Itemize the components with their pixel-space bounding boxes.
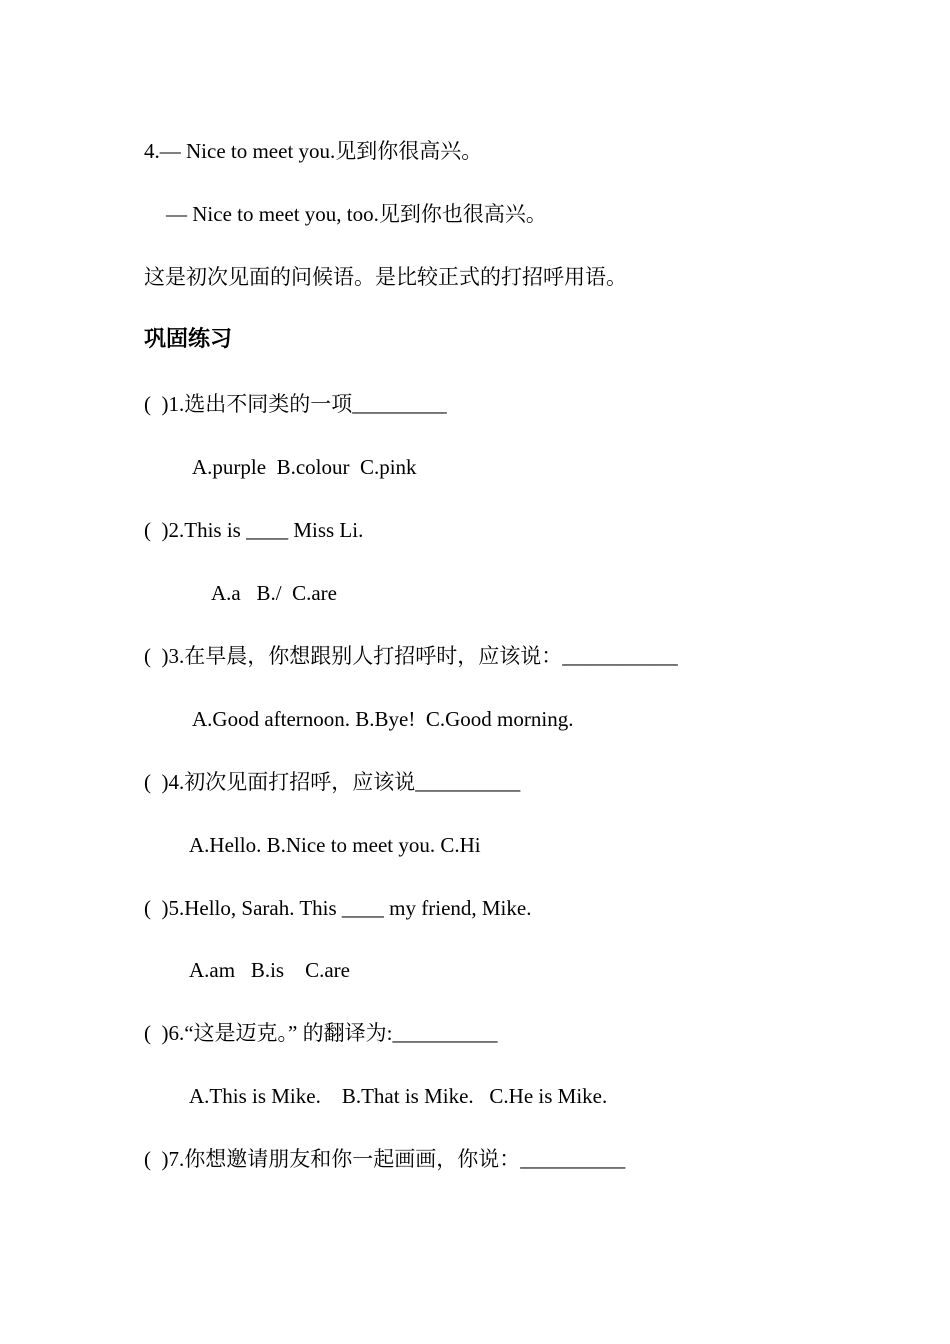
dialogue-line-1: 4.— Nice to meet you.见到你很高兴。 — [144, 139, 483, 163]
question-5-options: A.am B.is C.are — [189, 958, 350, 982]
question-2-stem: ( )2.This is ____ Miss Li. — [144, 518, 364, 542]
question-1-stem: ( )1.选出不同类的一项_________ — [144, 392, 447, 416]
question-7-stem: ( )7.你想邀请朋友和你一起画画，你说：__________ — [144, 1147, 626, 1171]
question-5-stem: ( )5.Hello, Sarah. This ____ my friend, Mike. — [144, 896, 532, 920]
question-3-options: A.Good afternoon. B.Bye! C.Good morning. — [192, 707, 574, 731]
question-4-options: A.Hello. B.Nice to meet you. C.Hi — [189, 833, 481, 857]
question-3-stem: ( )3.在早晨，你想跟别人打招呼时，应该说：___________ — [144, 644, 678, 668]
question-6-options: A.This is Mike. B.That is Mike. C.He is Mike. — [189, 1084, 608, 1108]
dialogue-line-2: — Nice to meet you, too.见到你也很高兴。 — [166, 202, 547, 226]
question-2-options: A.a B./ C.are — [211, 581, 337, 605]
question-6-stem: ( )6.“这是迈克。” 的翻译为:__________ — [144, 1021, 498, 1045]
question-4-stem: ( )4.初次见面打招呼，应该说__________ — [144, 770, 521, 794]
section-heading: 巩固练习 — [144, 327, 233, 352]
explanation-text: 这是初次见面的问候语。是比较正式的打招呼用语。 — [144, 265, 627, 289]
question-1-options: A.purple B.colour C.pink — [192, 455, 417, 479]
